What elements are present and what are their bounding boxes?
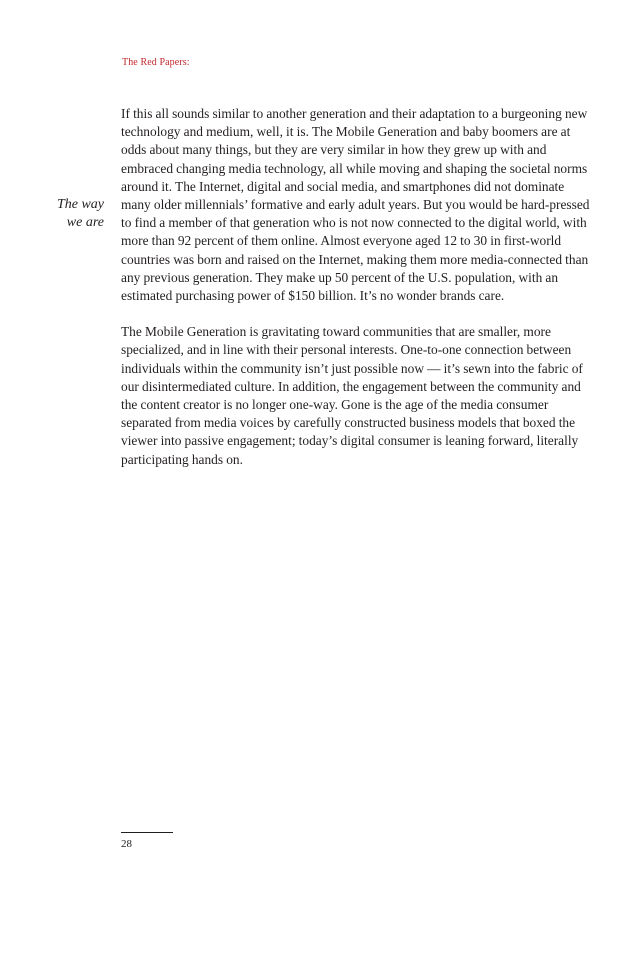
body-paragraph-2: The Mobile Generation is gravitating toward communities that are smaller, more specialized, and in line with their personal interests. One-to-one connection between individuals within the community isn’t just possible now — it’s sewn into the fabric of our disintermediated culture. In addition, the engagement between the community and the content creator is no longer one-way. Gone is the age of the media consumer separated from media voices by carefully constructed business models that boxed the viewer into passive engagement; today’s digital consumer is leaning forward, literally participating hands on.: [121, 324, 583, 467]
body-paragraph-1: If this all sounds similar to another generation and their adaptation to a burgeoning new technology and medium, well, it is. The Mobile Generation and baby boomers are at odds about many things, but they are very similar in how they grew up with and embraced changing media technology, all while moving and shaping the societal norms around it. The Internet, digital and social media, and smartphones did not dominate many older millennials’ formative and early adult years. But you would be hard-pressed to find a member of that generation who is not now connected to the digital world, with more than 92 percent of them online. Almost everyone aged 12 to 30 in first-world countries was born and raised on the Internet, making them more media-connected than any previous generation. They make up 50 percent of the U.S. population, with an estimated purchasing power of $150 billion. It’s no wonder brands care.: [121, 106, 590, 304]
body-text: [121, 105, 591, 469]
section-label: [40, 196, 104, 232]
running-header: The Red Papers:: [122, 57, 190, 68]
page-number: 28: [121, 838, 132, 850]
section-label-line-1: The way: [56, 197, 104, 212]
footer-divider: [121, 832, 173, 833]
section-label-line-2: we are: [66, 215, 104, 231]
